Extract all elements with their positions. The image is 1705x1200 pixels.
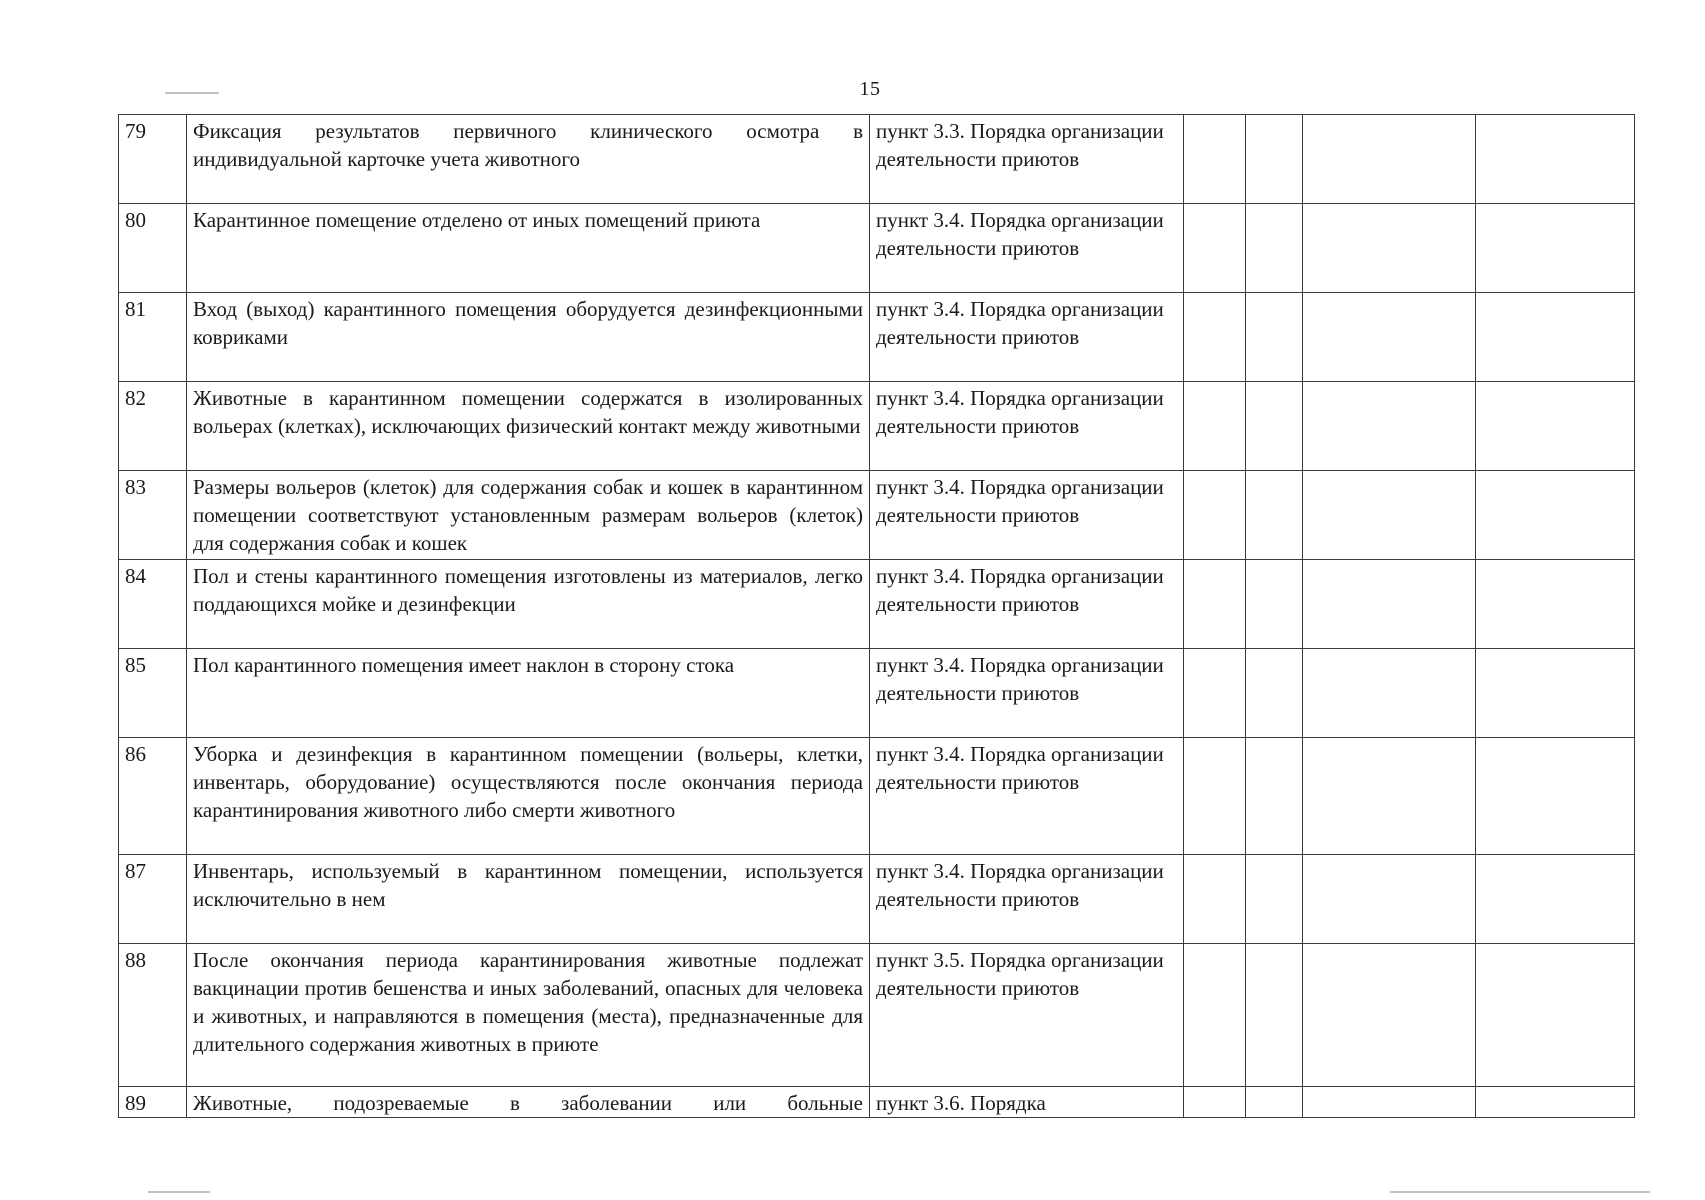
answer-cell-no[interactable] [1246, 649, 1303, 738]
note-cell[interactable] [1476, 738, 1635, 855]
row-number: 84 [119, 560, 187, 649]
answer-cell-not-applicable[interactable] [1303, 471, 1476, 560]
row-number: 87 [119, 855, 187, 944]
answer-cell-no[interactable] [1246, 204, 1303, 293]
legal-reference: пункт 3.3. Порядка организации деятельности приютов [870, 115, 1184, 204]
answer-cell-yes[interactable] [1184, 944, 1246, 1087]
note-cell[interactable] [1476, 855, 1635, 944]
table-row [119, 204, 1635, 293]
table-row [119, 738, 1635, 855]
requirement-text: Пол карантинного помещения имеет наклон в сторону стока [187, 649, 870, 738]
table-row [119, 560, 1635, 649]
answer-cell-no[interactable] [1246, 293, 1303, 382]
answer-cell-yes[interactable] [1184, 204, 1246, 293]
requirement-text: Карантинное помещение отделено от иных помещений приюта [187, 204, 870, 293]
answer-cell-not-applicable[interactable] [1303, 560, 1476, 649]
checklist-table [118, 114, 1635, 1118]
legal-reference: пункт 3.4. Порядка организации деятельности приютов [870, 738, 1184, 855]
requirement-text: Размеры вольеров (клеток) для содержания собак и кошек в карантинном помещении соответствуют установленным размерам вольеров (клеток) для содержания собак и кошек [187, 471, 870, 560]
legal-reference: пункт 3.4. Порядка организации деятельности приютов [870, 560, 1184, 649]
table-row [119, 944, 1635, 1087]
row-number: 82 [119, 382, 187, 471]
legal-reference: пункт 3.4. Порядка организации деятельности приютов [870, 855, 1184, 944]
answer-cell-no[interactable] [1246, 944, 1303, 1087]
note-cell[interactable] [1476, 560, 1635, 649]
answer-cell-not-applicable[interactable] [1303, 738, 1476, 855]
answer-cell-no[interactable] [1246, 471, 1303, 560]
answer-cell-not-applicable[interactable] [1303, 944, 1476, 1087]
answer-cell-not-applicable[interactable] [1303, 115, 1476, 204]
answer-cell-no[interactable] [1246, 560, 1303, 649]
answer-cell-yes[interactable] [1184, 471, 1246, 560]
requirement-text: Вход (выход) карантинного помещения оборудуется дезинфекционными ковриками [187, 293, 870, 382]
scan-mark-top-left [165, 92, 219, 94]
table-row [119, 649, 1635, 738]
legal-reference: пункт 3.4. Порядка организации деятельности приютов [870, 649, 1184, 738]
legal-reference: пункт 3.4. Порядка организации деятельности приютов [870, 204, 1184, 293]
answer-cell-yes[interactable] [1184, 649, 1246, 738]
legal-reference: пункт 3.5. Порядка организации деятельности приютов [870, 944, 1184, 1087]
table-row [119, 382, 1635, 471]
table-row [119, 115, 1635, 204]
answer-cell-yes[interactable] [1184, 115, 1246, 204]
answer-cell-yes[interactable] [1184, 855, 1246, 944]
note-cell[interactable] [1476, 471, 1635, 560]
row-number: 88 [119, 944, 187, 1087]
row-number: 80 [119, 204, 187, 293]
requirement-text: После окончания периода карантинирования животные подлежат вакцинации против бешенства и иных заболеваний, опасных для человека и животных, и направляются в помещения (места), предназначенные для длительного содержания животных в приюте [187, 944, 870, 1087]
answer-cell-no[interactable] [1246, 382, 1303, 471]
table-row [119, 471, 1635, 560]
requirement-text: Животные, подозреваемые в заболевании или больные [187, 1087, 870, 1118]
answer-cell-no[interactable] [1246, 115, 1303, 204]
note-cell[interactable] [1476, 115, 1635, 204]
note-cell[interactable] [1476, 382, 1635, 471]
row-number: 86 [119, 738, 187, 855]
table-row [119, 1087, 1635, 1118]
note-cell[interactable] [1476, 649, 1635, 738]
row-number: 85 [119, 649, 187, 738]
scan-mark-bottom-right [1390, 1191, 1650, 1193]
row-number: 89 [119, 1087, 187, 1118]
row-number: 81 [119, 293, 187, 382]
answer-cell-not-applicable[interactable] [1303, 293, 1476, 382]
answer-cell-no[interactable] [1246, 738, 1303, 855]
answer-cell-yes[interactable] [1184, 382, 1246, 471]
answer-cell-no[interactable] [1246, 1087, 1303, 1118]
row-number: 83 [119, 471, 187, 560]
answer-cell-yes[interactable] [1184, 293, 1246, 382]
note-cell[interactable] [1476, 293, 1635, 382]
page-number: 15 [859, 78, 881, 100]
answer-cell-yes[interactable] [1184, 738, 1246, 855]
answer-cell-not-applicable[interactable] [1303, 649, 1476, 738]
requirement-text: Уборка и дезинфекция в карантинном помещении (вольеры, клетки, инвентарь, оборудование) осуществляются после окончания периода карантинирования животного либо смерти животного [187, 738, 870, 855]
note-cell[interactable] [1476, 204, 1635, 293]
answer-cell-not-applicable[interactable] [1303, 855, 1476, 944]
legal-reference: пункт 3.4. Порядка организации деятельности приютов [870, 471, 1184, 560]
answer-cell-not-applicable[interactable] [1303, 1087, 1476, 1118]
note-cell[interactable] [1476, 944, 1635, 1087]
answer-cell-yes[interactable] [1184, 560, 1246, 649]
answer-cell-not-applicable[interactable] [1303, 382, 1476, 471]
legal-reference: пункт 3.4. Порядка организации деятельности приютов [870, 382, 1184, 471]
requirement-text: Пол и стены карантинного помещения изготовлены из материалов, легко поддающихся мойке и дезинфекции [187, 560, 870, 649]
note-cell[interactable] [1476, 1087, 1635, 1118]
legal-reference: пункт 3.4. Порядка организации деятельности приютов [870, 293, 1184, 382]
requirement-text: Инвентарь, используемый в карантинном помещении, используется исключительно в нем [187, 855, 870, 944]
table-row [119, 293, 1635, 382]
scan-mark-bottom-left [148, 1191, 210, 1193]
answer-cell-no[interactable] [1246, 855, 1303, 944]
requirement-text: Фиксация результатов первичного клинического осмотра в индивидуальной карточке учета животного [187, 115, 870, 204]
answer-cell-yes[interactable] [1184, 1087, 1246, 1118]
table-row [119, 855, 1635, 944]
requirement-text: Животные в карантинном помещении содержатся в изолированных вольерах (клетках), исключающих физический контакт между животными [187, 382, 870, 471]
row-number: 79 [119, 115, 187, 204]
answer-cell-not-applicable[interactable] [1303, 204, 1476, 293]
legal-reference: пункт 3.6. Порядка [870, 1087, 1184, 1118]
